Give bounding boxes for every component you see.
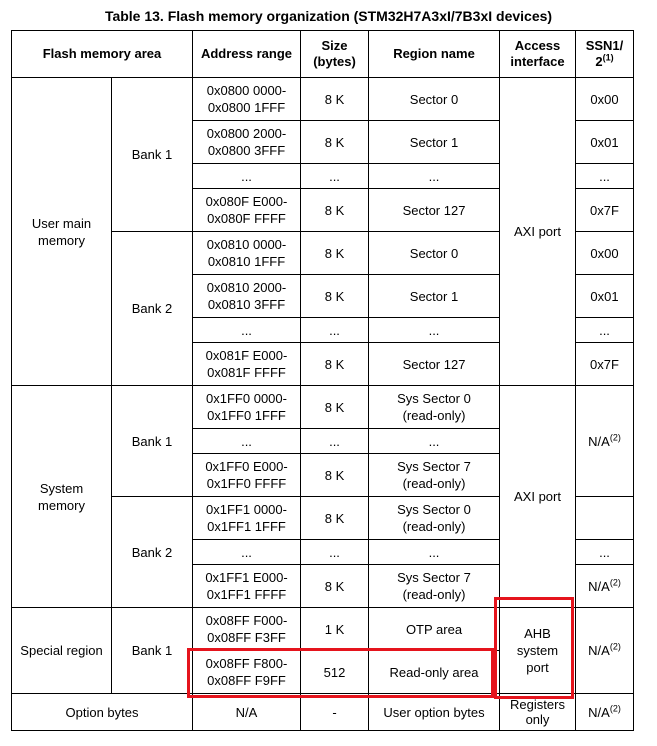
size-cell: 8 K <box>301 386 369 429</box>
size-cell: 8 K <box>301 454 369 497</box>
table-row <box>12 694 634 731</box>
header-row <box>12 31 634 78</box>
region-cell: Read-only area <box>369 651 500 694</box>
table-caption: Table 13. Flash memory organization (STM32H7A3xI/7B3xI devices) <box>104 8 553 24</box>
size-cell: 8 K <box>301 189 369 232</box>
size-cell: 8 K <box>301 565 369 608</box>
bank-label: Bank 1 <box>112 78 193 232</box>
group-special-region: Special region <box>12 608 112 694</box>
ssn-cell: ... <box>576 164 634 189</box>
region-cell: OTP area <box>369 608 500 651</box>
address-cell: 0x0810 2000- 0x0810 3FFF <box>193 275 301 318</box>
ssn-cell: $N/A^{(2)}$ <box>576 386 634 497</box>
region-cell: ... <box>369 429 500 454</box>
bank-label: Bank 1 <box>112 608 193 694</box>
ssn-cell: ... <box>576 318 634 343</box>
group-option-bytes: Option bytes <box>12 694 193 731</box>
region-cell: Sys Sector 7 (read-only) <box>369 565 500 608</box>
address-cell: 0x1FF0 E000- 0x1FF0 FFFF <box>193 454 301 497</box>
access-axi-port: AXI port <box>500 386 576 608</box>
address-cell: 0x080F E000- 0x080F FFFF <box>193 189 301 232</box>
region-cell: Sector 127 <box>369 189 500 232</box>
ssn-cell: ... <box>576 540 634 565</box>
table-row <box>12 386 634 429</box>
region-cell: Sector 0 <box>369 232 500 275</box>
bank-label: Bank 1 <box>112 386 193 497</box>
access-axi-port: AXI port <box>500 78 576 386</box>
table-row <box>12 608 634 651</box>
address-cell: 0x1FF1 E000- 0x1FF1 FFFF <box>193 565 301 608</box>
size-cell: 8 K <box>301 275 369 318</box>
address-cell: ... <box>193 164 301 189</box>
ssn-cell: 0x01 <box>576 275 634 318</box>
ssn-cell: $N/A^{(2)}$ <box>576 565 634 608</box>
address-cell: 0x0810 0000- 0x0810 1FFF <box>193 232 301 275</box>
region-cell: Sys Sector 7 (read-only) <box>369 454 500 497</box>
col-header-region: Region name <box>369 31 500 78</box>
ssn-cell: 0x7F <box>576 343 634 386</box>
col-header-access: Access interface <box>500 31 576 78</box>
region-cell: ... <box>369 164 500 189</box>
region-cell: User option bytes <box>369 694 500 731</box>
size-cell: ... <box>301 164 369 189</box>
size-cell: 1 K <box>301 608 369 651</box>
address-cell: 0x1FF1 0000- 0x1FF1 1FFF <box>193 497 301 540</box>
bank-label: Bank 2 <box>112 232 193 386</box>
col-header-area: Flash memory area <box>12 31 193 78</box>
size-cell: 8 K <box>301 497 369 540</box>
col-header-size: Size (bytes) <box>301 31 369 78</box>
ssn-cell <box>576 497 634 540</box>
size-cell: - <box>301 694 369 731</box>
size-cell: 512 <box>301 651 369 694</box>
ssn-cell: 0x01 <box>576 121 634 164</box>
address-cell: ... <box>193 540 301 565</box>
ssn-cell: 0x00 <box>576 78 634 121</box>
ssn-cell: 0x00 <box>576 232 634 275</box>
region-cell: Sector 127 <box>369 343 500 386</box>
ssn-cell: $N/A^{(2)}$ <box>576 694 634 731</box>
table-row <box>12 78 634 121</box>
bank-label: Bank 2 <box>112 497 193 608</box>
group-system-memory: System memory <box>12 386 112 608</box>
col-header-address: Address range <box>193 31 301 78</box>
col-header-ssn: SSN1/ 2$^{(1)}$ <box>576 31 634 78</box>
address-cell: 0x08FF F800- 0x08FF F9FF <box>193 651 301 694</box>
size-cell: 8 K <box>301 78 369 121</box>
address-cell: 0x0800 0000- 0x0800 1FFF <box>193 78 301 121</box>
address-cell: 0x08FF F000- 0x08FF F3FF <box>193 608 301 651</box>
size-cell: 8 K <box>301 343 369 386</box>
access-ahb-system-port: AHB system port <box>500 608 576 694</box>
address-cell: 0x0800 2000- 0x0800 3FFF <box>193 121 301 164</box>
ssn-cell: 0x7F <box>576 189 634 232</box>
region-cell: Sector 0 <box>369 78 500 121</box>
address-cell: N/A <box>193 694 301 731</box>
address-cell: ... <box>193 318 301 343</box>
address-cell: 0x1FF0 0000- 0x1FF0 1FFF <box>193 386 301 429</box>
region-cell: Sector 1 <box>369 275 500 318</box>
region-cell: ... <box>369 318 500 343</box>
size-cell: 8 K <box>301 121 369 164</box>
size-cell: ... <box>301 429 369 454</box>
size-cell: 8 K <box>301 232 369 275</box>
address-cell: ... <box>193 429 301 454</box>
group-user-main-memory: User main memory <box>12 78 112 386</box>
region-cell: Sys Sector 0 (read-only) <box>369 497 500 540</box>
ssn-cell: $N/A^{(2)}$ <box>576 608 634 694</box>
region-cell: ... <box>369 540 500 565</box>
address-cell: 0x081F E000- 0x081F FFFF <box>193 343 301 386</box>
region-cell: Sector 1 <box>369 121 500 164</box>
size-cell: ... <box>301 318 369 343</box>
region-cell: Sys Sector 0 (read-only) <box>369 386 500 429</box>
access-registers-only: Registers only <box>500 694 576 731</box>
flash-memory-table <box>11 30 634 731</box>
size-cell: ... <box>301 540 369 565</box>
